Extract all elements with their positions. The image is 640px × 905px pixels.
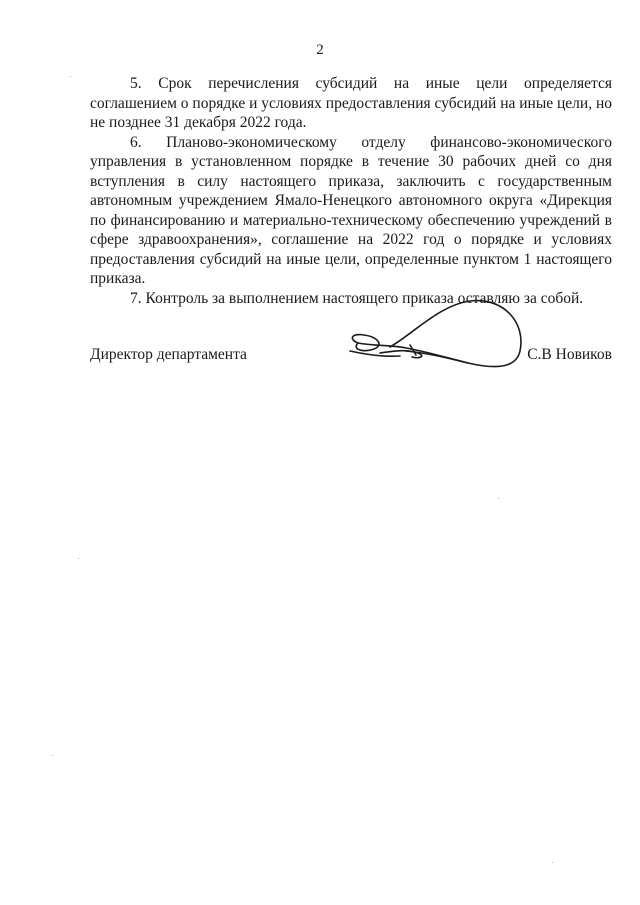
paragraph-6: 6. Планово-экономическому отделу финансово-экономического управления в установленном порядке в течение 30 рабочих дней со дня вступления в силу настоящего приказа, заключить с государственным автономным учреждением Ямало-Ненецкого автономного округа «Дирекция по финансированию и материально-техническому обеспечению учреждений в сфере здравоохранения», соглашение на 2022 год о порядке и условиях предоставления субсидий на иные цели, определенные пунктом 1 настоящего приказа. <box>90 133 612 287</box>
scan-speck <box>78 558 79 559</box>
signature-block <box>90 346 612 366</box>
page-number: 2 <box>316 42 324 58</box>
paragraph-5: 5. Срок перечисления субсидий на иные цели определяется соглашением о порядке и условиях предоставления субсидий на иные цели, но не позднее 31 декабря 2022 года. <box>90 75 612 131</box>
paragraph-7: 7. Контроль за выполнением настоящего приказа оставляю за собой. <box>130 289 584 307</box>
scan-speck <box>52 755 53 756</box>
scan-speck <box>498 498 499 499</box>
scan-speck <box>70 76 71 77</box>
scan-speck <box>552 862 553 863</box>
signer-title: Директор департамента <box>90 346 247 363</box>
signer-name: С.В Новиков <box>527 346 612 363</box>
document-body <box>90 74 612 308</box>
